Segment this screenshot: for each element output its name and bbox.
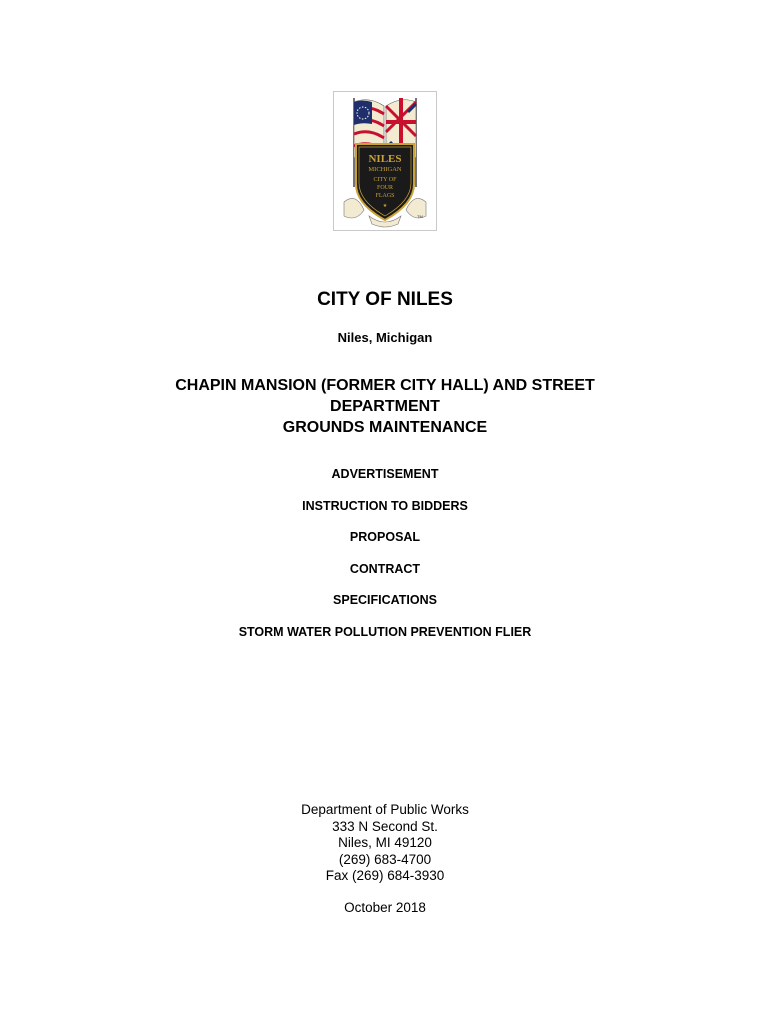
address-line: Fax (269) 684-3930 <box>325 868 445 883</box>
logo-text-four: FOUR <box>376 185 394 191</box>
contents-item-advertisement: ADVERTISEMENT <box>331 467 439 481</box>
contents-item-instruction-to-bidders: INSTRUCTION TO BIDDERS <box>302 498 468 513</box>
project-title-line: DEPARTMENT <box>330 398 440 415</box>
contents-list <box>0 466 770 655</box>
page-title: CITY OF NILES <box>317 289 453 310</box>
document-date: October 2018 <box>344 900 426 915</box>
project-title-line: GROUNDS MAINTENANCE <box>282 419 488 436</box>
logo-text-flags: FLAGS <box>375 193 395 199</box>
logo-text-michigan: MICHIGAN <box>368 166 402 173</box>
logo-trademark: TM <box>417 214 423 219</box>
city-of-four-flags-emblem <box>334 92 436 230</box>
address-line: (269) 683-4700 <box>338 851 432 867</box>
logo-text-niles: NILES <box>368 153 402 165</box>
department-address <box>0 802 770 885</box>
contents-item-storm-water-flier: STORM WATER POLLUTION PREVENTION FLIER <box>238 624 532 639</box>
address-line: Niles, MI 49120 <box>338 835 432 850</box>
contents-item-contract: CONTRACT <box>349 561 421 576</box>
project-title <box>0 375 770 438</box>
address-line: 333 N Second St. <box>332 818 438 834</box>
contents-item-proposal: PROPOSAL <box>349 530 421 544</box>
star-icon: ★ <box>382 203 388 209</box>
page-subtitle: Niles, Michigan <box>337 330 433 345</box>
logo-text-city-of: CITY OF <box>373 177 397 183</box>
city-logo <box>333 91 437 231</box>
address-line: Department of Public Works <box>301 802 469 817</box>
project-title-line: CHAPIN MANSION (FORMER CITY HALL) AND STREET <box>175 377 595 394</box>
contents-item-specifications: SPECIFICATIONS <box>333 593 437 607</box>
